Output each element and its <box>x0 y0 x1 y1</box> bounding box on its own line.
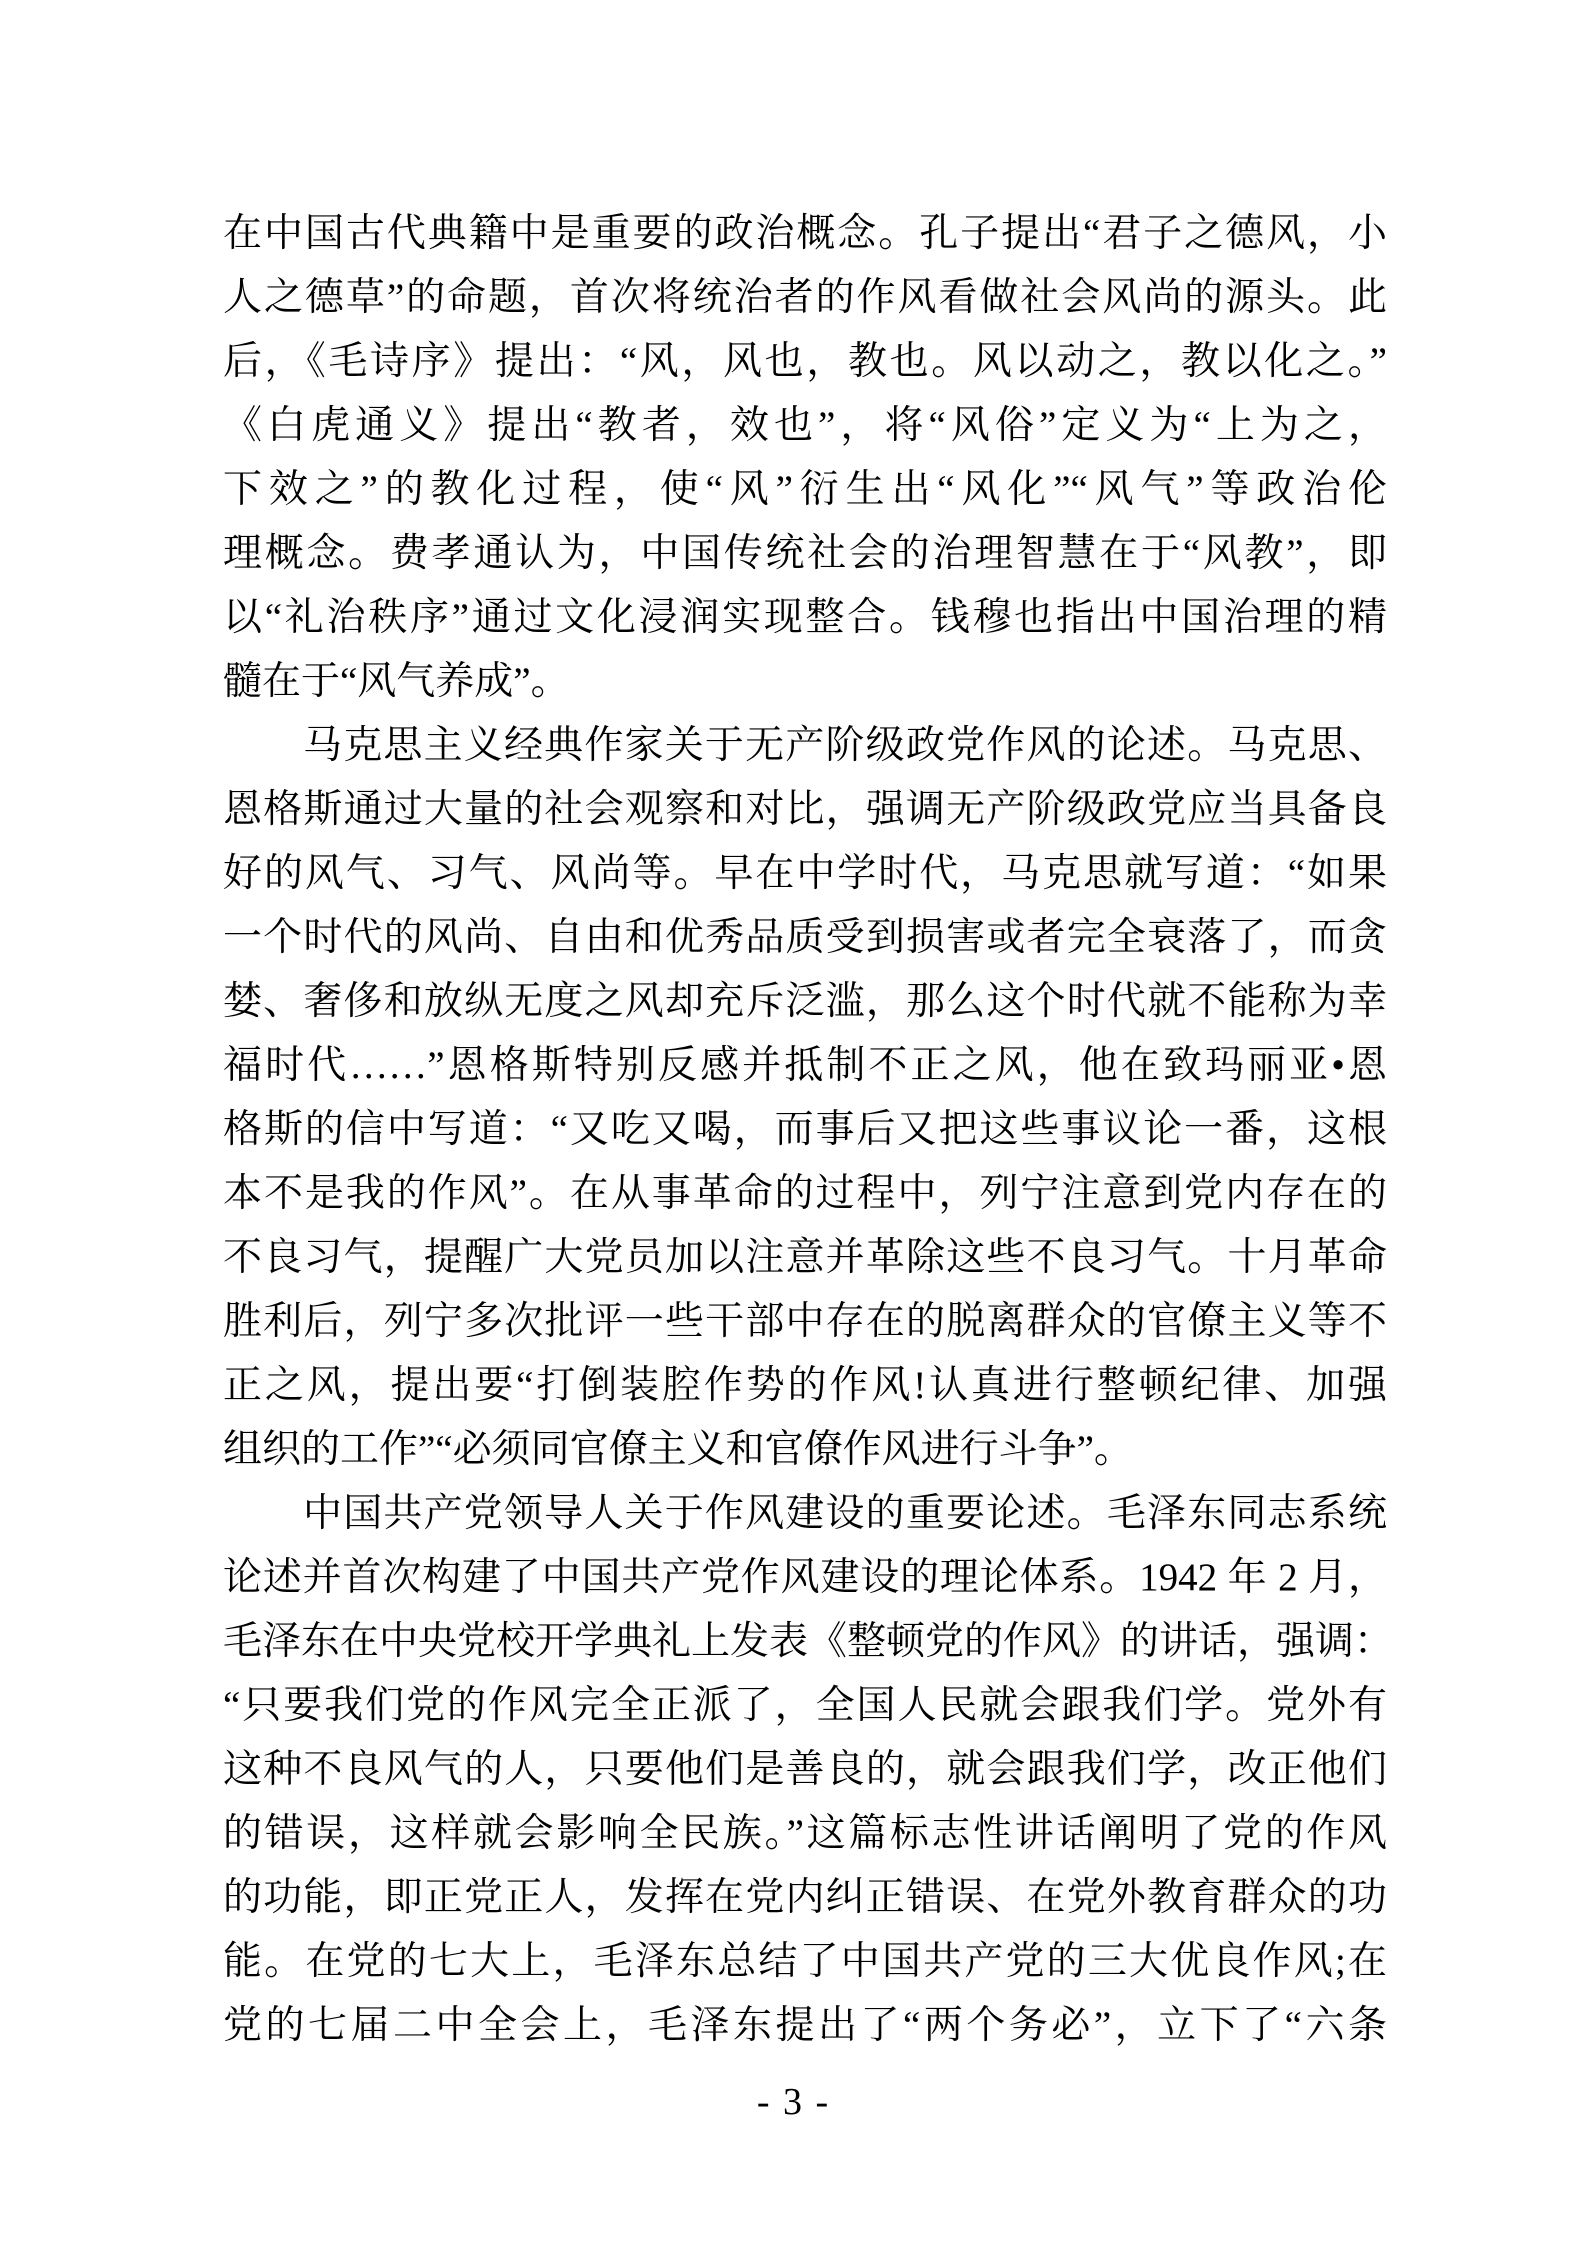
text-line: 论述并首次构建了中国共产党作风建设的理论体系。1942 年 2 月， <box>223 1556 1387 1599</box>
text-line: 正之风，提出要“打倒装腔作势的作风!认真进行整顿纪律、加强 <box>223 1364 1387 1407</box>
text-line: 人之德草”的命题，首次将统治者的作风看做社会风尚的源头。此 <box>223 276 1387 319</box>
text-line: 下效之”的教化过程，使“风”衍生出“风化”“风气”等政治伦 <box>223 468 1387 511</box>
text-line: 的功能，即正党正人，发挥在党内纠正错误、在党外教育群众的功 <box>223 1876 1387 1919</box>
text-line: 一个时代的风尚、自由和优秀品质受到损害或者完全衰落了，而贪 <box>223 916 1387 959</box>
document-body-text <box>223 202 1394 2058</box>
text-line-paragraph-start: 马克思主义经典作家关于无产阶级政党作风的论述。马克思、 <box>303 724 1387 767</box>
text-line: “只要我们党的作风完全正派了，全国人民就会跟我们学。党外有 <box>223 1684 1387 1727</box>
text-line: 的错误，这样就会影响全民族。”这篇标志性讲话阐明了党的作风 <box>223 1812 1387 1855</box>
text-line-paragraph-start: 中国共产党领导人关于作风建设的重要论述。毛泽东同志系统 <box>303 1492 1387 1535</box>
text-line: 这种不良风气的人，只要他们是善良的，就会跟我们学，改正他们 <box>223 1748 1387 1791</box>
text-line: 在中国古代典籍中是重要的政治概念。孔子提出“君子之德风，小 <box>223 212 1387 255</box>
text-line: 《白虎通义》提出“教者，效也”，将“风俗”定义为“上为之， <box>223 404 1387 447</box>
text-line: 党的七届二中全会上，毛泽东提出了“两个务必”，立下了“六条 <box>223 2004 1387 2047</box>
text-line-paragraph-end: 组织的工作”“必须同官僚主义和官僚作风进行斗争”。 <box>223 1428 1133 1471</box>
text-line: 婪、奢侈和放纵无度之风却充斥泛滥，那么这个时代就不能称为幸 <box>223 980 1387 1023</box>
text-line: 格斯的信中写道：“又吃又喝，而事后又把这些事议论一番，这根 <box>223 1108 1387 1151</box>
text-line: 理概念。费孝通认为，中国传统社会的治理智慧在于“风教”，即 <box>223 532 1387 575</box>
text-line: 胜利后，列宁多次批评一些干部中存在的脱离群众的官僚主义等不 <box>223 1300 1387 1343</box>
text-line: 毛泽东在中央党校开学典礼上发表《整顿党的作风》的讲话，强调： <box>223 1620 1394 1663</box>
text-line: 不良习气，提醒广大党员加以注意并革除这些不良习气。十月革命 <box>223 1236 1387 1279</box>
text-line: 好的风气、习气、风尚等。早在中学时代，马克思就写道：“如果 <box>223 852 1387 895</box>
text-line: 能。在党的七大上，毛泽东总结了中国共产党的三大优良作风;在 <box>223 1940 1387 1983</box>
text-line: 本不是我的作风”。在从事革命的过程中，列宁注意到党内存在的 <box>223 1172 1387 1215</box>
text-line: 以“礼治秩序”通过文化浸润实现整合。钱穆也指出中国治理的精 <box>223 596 1387 639</box>
text-line-paragraph-end: 髓在于“风气养成”。 <box>223 660 570 703</box>
page-number: - 3 - <box>756 2081 831 2123</box>
text-line: 恩格斯通过大量的社会观察和对比，强调无产阶级政党应当具备良 <box>223 788 1387 831</box>
text-line: 福时代……”恩格斯特别反感并抵制不正之风，他在致玛丽亚•恩 <box>223 1044 1387 1087</box>
text-line: 后，《毛诗序》提出：“风，风也，教也。风以动之，教以化之。” <box>223 340 1387 383</box>
